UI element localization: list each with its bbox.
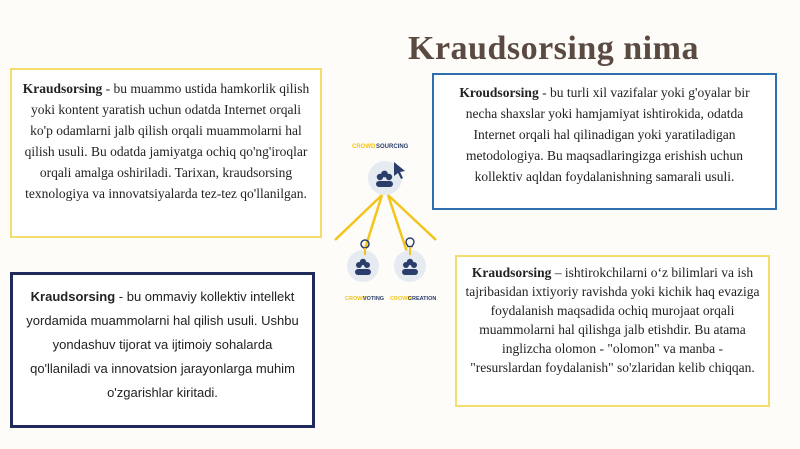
page-title: Kraudsorsing nima	[408, 30, 699, 67]
diagram-label-left-a: CROWD	[345, 296, 367, 302]
crowd-voting-icon	[347, 240, 379, 282]
definition-box-1	[10, 68, 322, 238]
crowdsourcing-diagram	[330, 140, 438, 310]
definition-text: – ishtirokchilarni o‘z bilimlari va ish tajribasidan ixtiyoriy ravishda yoki kichik haq evaziga foydalanish maqsadida ochiq murojaat orqali muammolarni hal qilishga jalb etishdir. Bu atama inglizcha olomon - "olomon" va manba - "resurslardan foydalanish" so'zlaridan kelib chiqqan.	[465, 265, 760, 375]
definition-box-2	[432, 73, 777, 210]
term: Kraudsorsing	[471, 265, 552, 280]
definition-text: - bu muammo ustida hamkorlik qilish yoki kontent yaratish uchun odatda Internet orqali ko'p odamlarni jalb qilish orqali muammolarni hal qilish usuli. Bu odatda jamiyatga ochiq qo'ng'iroqlar orqali amalga oshiriladi. Tarixan, kraudsorsing texnologiya va innovatsiyalarda tez-tez qo'llanilgan.	[24, 81, 310, 201]
definition-text: - bu turli xil vazifalar yoki g'oyalar bir necha shaxslar yoki hamjamiyat ishtirokida, odatda Internet orqali hal qilinadigan yoki yaratiladigan metodologiya. Bu maqsadlaringizga erishish uchun kollektiv aqldan foydalanishning samarali usuli.	[465, 85, 750, 184]
crowd-creation-icon	[394, 238, 426, 282]
term: Kroudsorsing	[459, 85, 539, 100]
diagram-label-right-b: CREATION	[408, 296, 437, 302]
term: Kraudsorsing	[30, 289, 116, 304]
definition-box-3	[10, 272, 315, 428]
definition-box-4	[455, 255, 770, 407]
diagram-label-top-b: SOURCING	[376, 144, 409, 150]
term: Kraudsorsing	[22, 81, 103, 96]
definition-text: - bu ommaviy kollektiv intellekt yordamida muammolarni hal qilish usuli. Ushbu yondashuv tijorat va ijtimoiy sohalarda qo'llaniladi va innovatsion jarayonlarga muhim o'zgarishlar kiritadi.	[26, 289, 299, 400]
diagram-label-left-b: VOTING	[363, 296, 385, 302]
diagram-label-right-a: CROWD	[390, 296, 412, 302]
diagram-label-top-a: CROWD	[352, 144, 376, 150]
